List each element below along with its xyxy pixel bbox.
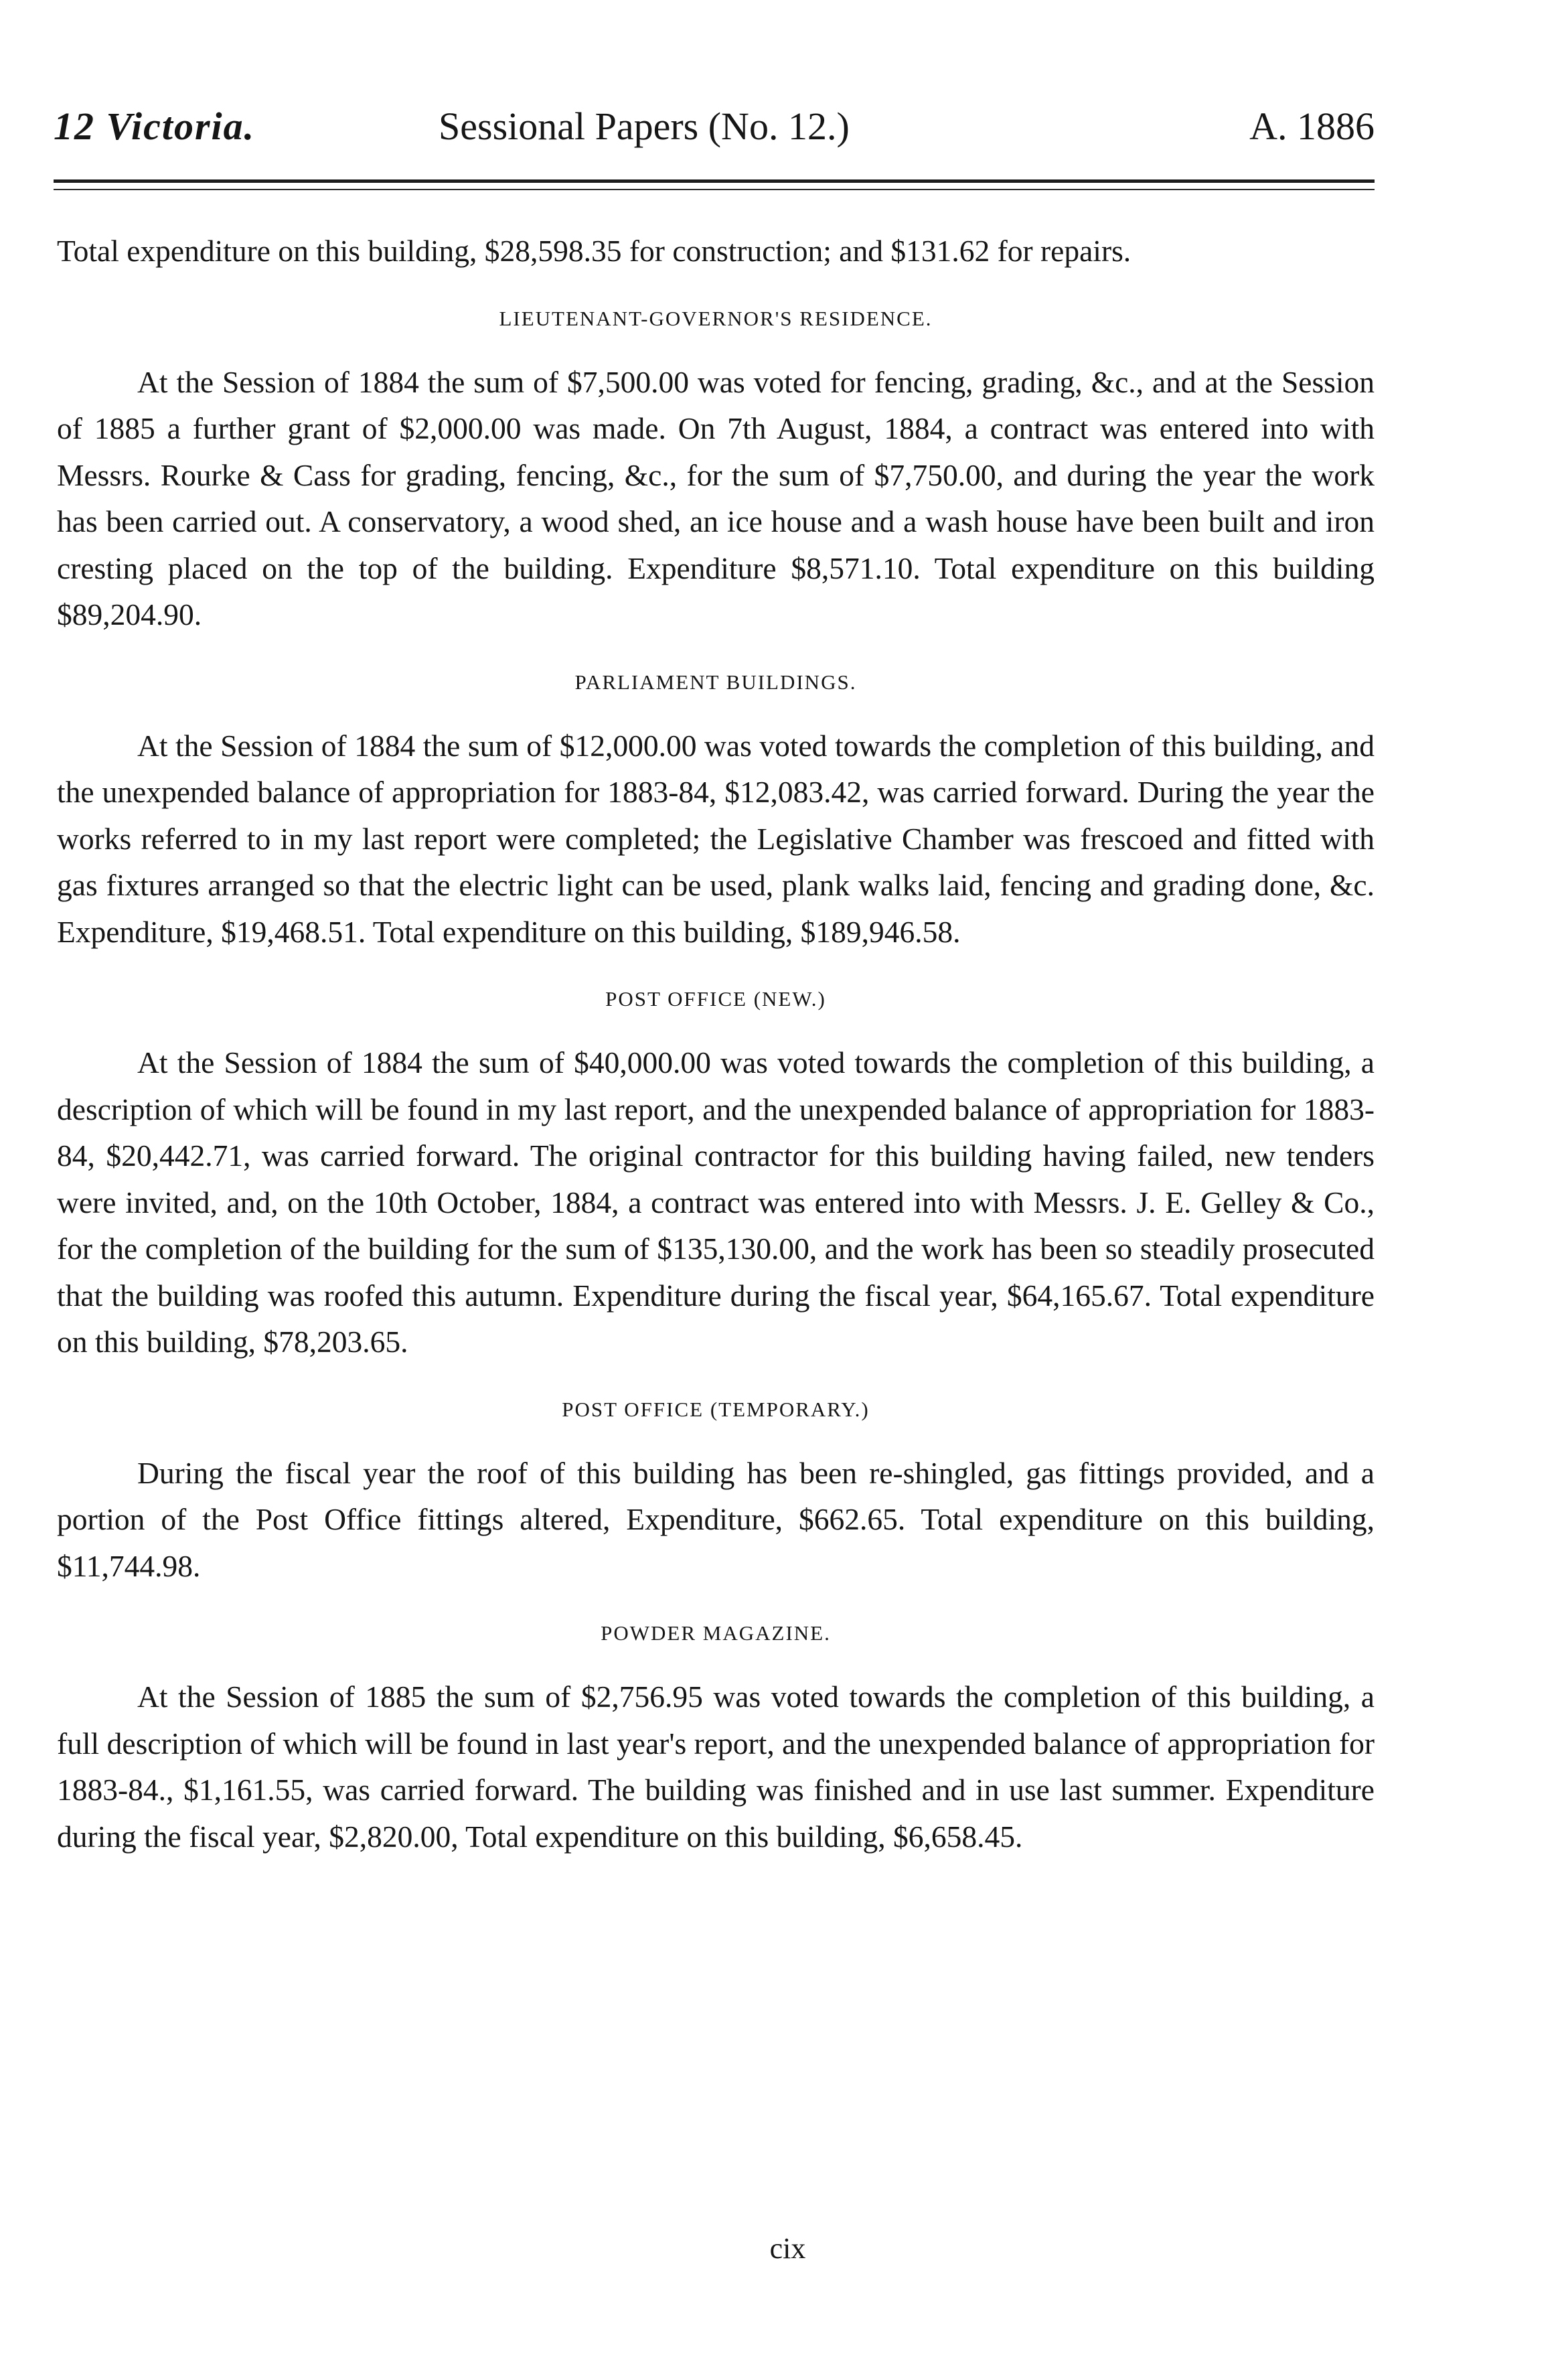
section-heading-post-office-temporary: POST OFFICE (TEMPORARY.) (562, 1397, 870, 1421)
page-number: cix (769, 2232, 806, 2265)
header-left: 12 Victoria. (54, 104, 256, 148)
section-text-lieutenant-governors-residence: At the Session of 1884 the sum of $7,500.00 was voted for fencing, grading, &c., and at the Session of 1885 a further grant of $2,000.00 was made. On 7th August, 1884, a contract was entered into with Messrs. Rourke & Cass for grading, fencing, &c., for the sum of $7,750.00, and during the year the work has been carried out. A conservatory, a wood shed, an ice house and a wash house have been built and iron cresting placed on the top of the building. Expenditure $8,571.10. Total expenditure on this building $89,204.90. (57, 364, 1375, 631)
header-rule-thin (54, 189, 1375, 190)
header-right: A. 1886 (1249, 104, 1375, 148)
section-text-powder-magazine: At the Session of 1885 the sum of $2,756.95 was voted towards the completion of this building, a full description of which will be found in last year's report, and the unexpended balance of appropriation for 1883-84., $1,161.55, was carried forward. The building was finished and in use last summer. Expenditure during the fiscal year, $2,820.00, Total expenditure on this building, $6,658.45. (57, 1680, 1375, 1854)
page-header (54, 104, 1375, 164)
section-text-post-office-new: At the Session of 1884 the sum of $40,000.00 was voted towards the completion of this building, a description of which will be found in my last report, and the unexpended balance of appropriation for 1883-84, $20,442.71, was carried forward. The original contractor for this building having failed, new tenders were invited, and, on the 10th October, 1884, a contract was entered into with Messrs. J. E. Gelley & Co., for the completion of the building for the sum of $135,130.00, and the work has been so steadily prosecuted that the building was roofed this autumn. Expenditure during the fiscal year, $64,165.67. Total expenditure on this building, $78,203.65. (57, 1045, 1375, 1359)
section-heading-lieutenant-governors-residence: LIEUTENANT-GOVERNOR'S RESIDENCE. (499, 306, 933, 330)
header-title: Sessional Papers (No. 12.) (439, 104, 850, 148)
section-heading-parliament-buildings: PARLIAMENT BUILDINGS. (574, 670, 857, 694)
page-footer (0, 2231, 1562, 2265)
section-heading-post-office-new: POST OFFICE (NEW.) (605, 987, 826, 1011)
section-text-parliament-buildings: At the Session of 1884 the sum of $12,000.00 was voted towards the completion of this building, and the unexpended balance of appropriation for 1883-84, $12,083.42, was carried forward. During the year the works referred to in my last report were completed; the Legislative Chamber was frescoed and fitted with gas fixtures arranged so that the electric light can be used, plank walks laid, fencing and grading done, &c. Expenditure, $19,468.51. Total expenditure on this building, $189,946.58. (57, 728, 1375, 949)
section-heading-powder-magazine: POWDER MAGAZINE. (601, 1621, 831, 1645)
header-rule-thick (54, 179, 1375, 183)
intro-paragraph: Total expenditure on this building, $28,598.35 for construction; and $131.62 for repairs. (57, 234, 1131, 268)
main-content (57, 228, 1375, 1860)
section-text-post-office-temporary: During the fiscal year the roof of this building has been re-shingled, gas fittings provided, and a portion of the Post Office fittings altered, Expenditure, $662.65. Total expenditure on this building, $11,744.98. (57, 1455, 1375, 1583)
